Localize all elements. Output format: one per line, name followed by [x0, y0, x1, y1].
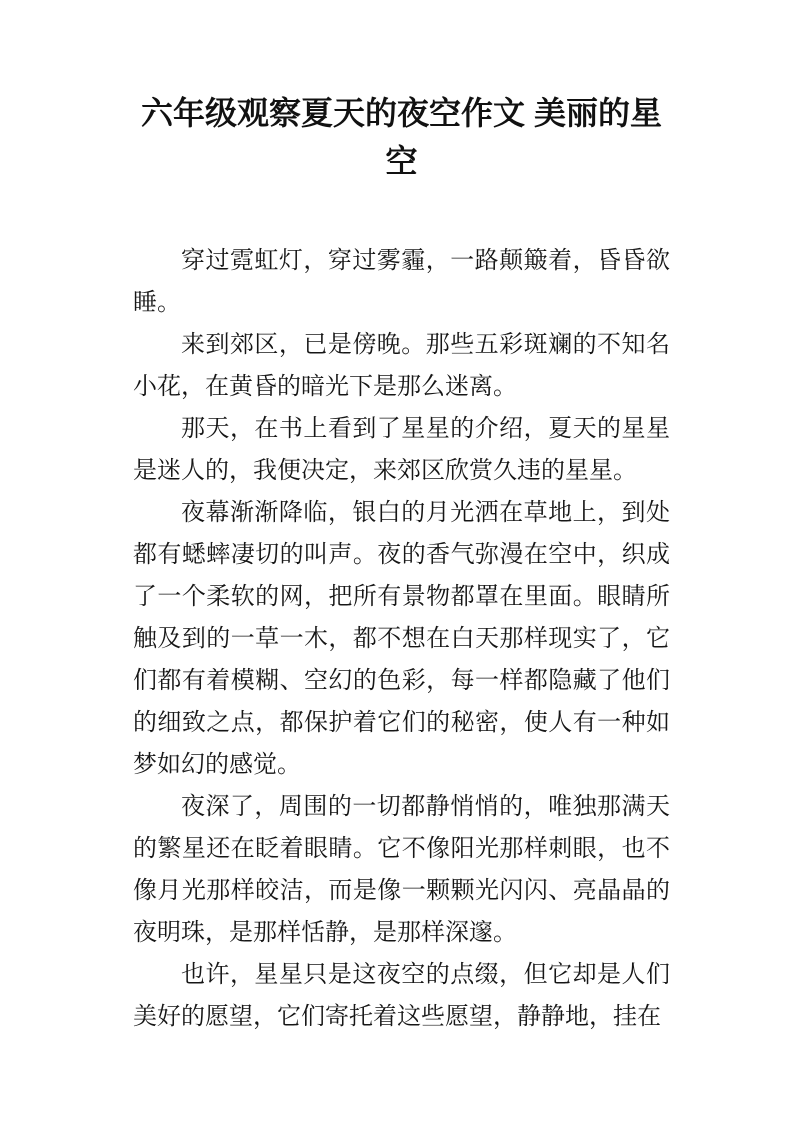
essay-paragraph: 也许，星星只是这夜空的点缀，但它却是人们美好的愿望，它们寄托着这些愿望，静静地，挂在	[133, 962, 670, 1030]
essay-paragraph: 夜深了，周围的一切都静悄悄的，唯独那满天的繁星还在眨着眼睛。它不像阳光那样刺眼，也不像月光那样皎洁，而是像一颗颗光闪闪、亮晶晶的夜明珠，是那样恬静，是那样深邃。	[133, 794, 670, 946]
essay-paragraph: 穿过霓虹灯，穿过雾霾，一路颠簸着，昏昏欲睡。	[133, 248, 670, 316]
essay-title: 六年级观察夏天的夜空作文 美丽的星空	[141, 95, 662, 179]
essay-body	[133, 240, 670, 1038]
essay-paragraph: 夜幕渐渐降临，银白的月光洒在草地上，到处都有蟋蟀凄切的叫声。夜的香气弥漫在空中，织成了一个柔软的网，把所有景物都罩在里面。眼睛所触及到的一草一木，都不想在白天那样现实了，它们都有着模糊、空幻的色彩，每一样都隐藏了他们的细致之点，都保护着它们的秘密，使人有一种如梦如幻的感觉。	[133, 500, 670, 778]
essay-paragraph: 那天，在书上看到了星星的介绍，夏天的星星是迷人的，我便决定，来郊区欣赏久违的星星。	[133, 416, 670, 484]
essay-paragraph: 来到郊区，已是傍晚。那些五彩斑斓的不知名小花，在黄昏的暗光下是那么迷离。	[133, 332, 670, 400]
